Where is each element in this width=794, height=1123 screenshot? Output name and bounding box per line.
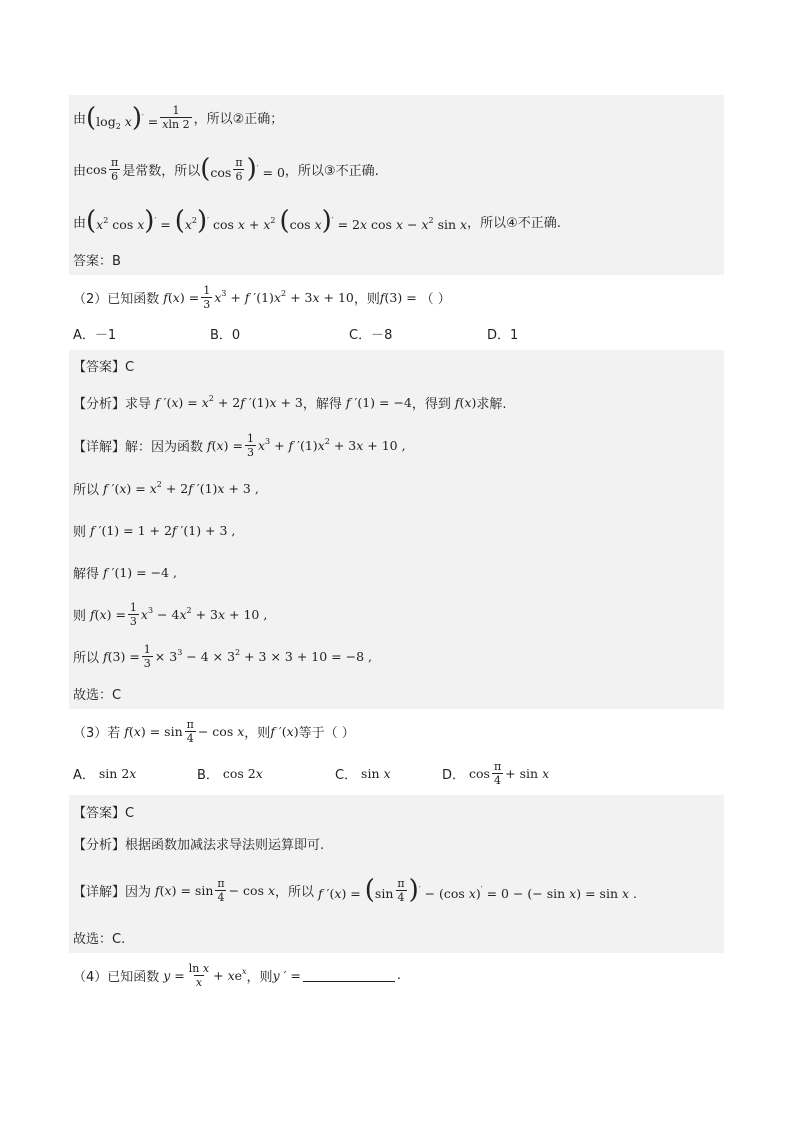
option-text: B．	[197, 767, 219, 783]
proof-answer	[69, 244, 724, 275]
q2-step-4	[69, 593, 724, 635]
proof-text-suffix: ，所以②正确；	[193, 112, 284, 127]
option-d[interactable]	[442, 758, 549, 788]
option-b[interactable]	[197, 758, 263, 788]
question-text: ，则	[353, 291, 380, 307]
math-expression: f ′(1) = −4 ,	[103, 564, 177, 580]
math-expression: f(3) =	[103, 648, 140, 664]
math-fraction: $\frac{\pi}{4}$	[217, 876, 225, 904]
step-text: 解得	[73, 566, 100, 582]
analysis-tag: 【分析】	[73, 396, 126, 412]
option-text: D．1	[487, 327, 519, 343]
math-fraction: $\frac{1}{xln 2}$	[162, 104, 190, 131]
answer-blank[interactable]	[303, 969, 395, 982]
math-fraction: $\frac{\pi}{4}$	[397, 876, 405, 904]
q2-step-5	[69, 635, 724, 677]
choice-text: 故选：C.	[73, 931, 126, 947]
math-fraction: $\frac{\pi}{4}$	[493, 759, 502, 787]
math-expression: + $xe^x$	[213, 967, 247, 983]
proof-line-cos-constant	[69, 140, 724, 198]
option-b[interactable]	[210, 322, 240, 344]
math-expression: ($\log_2$ x)′ =	[86, 102, 159, 133]
math-fraction: $\frac{1}{3}$	[129, 600, 137, 628]
proof-text-middle: 是常数，所以	[122, 163, 201, 179]
question-4	[69, 955, 724, 995]
math-expression: × $3^3 - 4 \times 3^2 + 3 \times 3 + 10 = -8$ ,	[154, 648, 373, 664]
question-3	[69, 713, 724, 749]
option-d[interactable]	[487, 322, 518, 344]
question-label: （3）若	[73, 725, 121, 741]
question-text: ，则	[246, 969, 273, 985]
math-expression: sin 2x	[94, 765, 137, 781]
analysis-text: ，解得	[302, 396, 342, 412]
option-text: C．	[335, 767, 358, 783]
analysis-text: 根据函数加减法求导法则运算即可.	[125, 837, 325, 853]
question-2	[69, 280, 724, 314]
math-expression: f(x) =	[163, 289, 200, 305]
proof-text-prefix: 由	[73, 163, 87, 179]
option-text: D．	[442, 767, 466, 783]
math-expression: f $'(x) = x^2 + 2f$ ′(1)x + 3	[155, 394, 303, 410]
math-expression: cos	[86, 161, 107, 177]
math-expression: f(x) =	[207, 437, 243, 453]
q2-step-2	[69, 509, 724, 551]
option-text: A．－1	[73, 327, 117, 343]
math-fraction: $\frac{1}{3}$	[143, 642, 151, 670]
q3-answer	[69, 795, 724, 827]
math-expression: $x^3 + f$ $'(1)x^2 + 3x + 10$ ,	[257, 437, 406, 453]
answer-text: 【答案】C	[73, 360, 135, 375]
math-fraction: $\frac{1}{3}$	[203, 283, 211, 311]
math-expression: f ′(x)	[270, 723, 299, 739]
math-expression: + sin x	[505, 765, 550, 781]
math-expression: f ′(1) = −4	[345, 394, 412, 410]
analysis-text: 求解.	[476, 396, 507, 412]
proof-text-suffix: ，所以④不正确.	[467, 215, 561, 231]
math-expression: )′ − (cos x)′ = 0 − (− sin x) = sin x .	[408, 875, 637, 905]
proof-line-log-derivative	[69, 95, 724, 140]
math-expression: y ′ =	[272, 967, 301, 983]
question-text: ，则	[244, 725, 271, 741]
question-end: .	[396, 967, 402, 983]
answer-text: 【答案】C	[73, 805, 135, 821]
math-expression: cos 2x	[218, 765, 263, 781]
math-fraction: $\frac{\text{ln x}}{x}$	[188, 961, 210, 989]
math-expression: ($x^2$ $\cos x)' = (x^2)'$ $\cos x + x^2$ (cos x)′ = 2x $\cos x - x^2$ sin x	[86, 206, 468, 236]
q3-choice	[69, 921, 724, 953]
math-expression: f $'(x) = x^2 + 2f$ ′(1)x + 3 ,	[103, 480, 259, 496]
analysis-text: 求导	[125, 396, 152, 412]
proof-line-product-rule	[69, 198, 724, 244]
option-a[interactable]	[73, 758, 136, 788]
q2-choice	[69, 677, 724, 709]
q3-detail	[69, 859, 724, 921]
q3-analysis	[69, 827, 724, 859]
answer-text: 答案：B	[73, 254, 121, 269]
proof-text-prefix: 由	[73, 215, 87, 231]
step-text: 所以	[73, 650, 100, 666]
proof-text-suffix: ，所以③不正确.	[284, 163, 379, 179]
option-text: C．－8	[349, 327, 393, 343]
detail-text: 因为	[125, 884, 152, 900]
math-fraction: $\frac{1}{3}$	[246, 431, 254, 459]
question-label: （2）已知函数	[73, 291, 160, 307]
detail-text: ，所以	[275, 884, 315, 900]
choice-text: 故选：C	[73, 687, 122, 703]
proof-text-prefix: 由	[73, 112, 87, 127]
analysis-tag: 【分析】	[73, 837, 126, 853]
step-text: 则	[73, 608, 87, 624]
math-expression: (cos	[200, 154, 232, 184]
math-expression: )′ = 0	[246, 154, 285, 184]
math-fraction: $\frac{\pi}{4}$	[186, 717, 194, 745]
math-expression: − cos x	[197, 723, 245, 739]
question-3-options	[69, 758, 724, 788]
math-expression: $x^3 + f$ $'(1)x^2 + 3x + 10$	[214, 289, 354, 305]
question-bracket: 等于（ ）	[298, 725, 355, 741]
question-2-options	[69, 322, 724, 344]
math-expression: − cos x	[228, 882, 276, 898]
analysis-text: ，得到	[411, 396, 451, 412]
math-expression: y =	[163, 967, 185, 983]
math-fraction: $\frac{\pi}{6}$	[110, 155, 119, 183]
math-expression: f(x) =	[90, 606, 126, 622]
math-fraction: $\frac{\pi}{6}$	[235, 155, 243, 183]
math-expression: $x^3 - 4x^2 + 3x + 10$ ,	[140, 606, 268, 622]
detail-tag: 【详解】	[73, 884, 126, 900]
detail-tag: 【详解】	[73, 439, 126, 455]
math-expression: f ′(x) = (sin	[318, 875, 394, 905]
option-c[interactable]	[335, 758, 391, 788]
option-text: B．0	[210, 327, 241, 343]
detail-text: 解：因为函数	[125, 439, 204, 455]
math-expression: f(x) = sin	[155, 882, 214, 898]
math-expression: f(x) = sin	[124, 723, 183, 739]
q2-detail	[69, 423, 724, 467]
step-text: 所以	[73, 482, 100, 498]
q2-analysis	[69, 381, 724, 423]
q2-answer	[69, 350, 724, 381]
math-expression: f(x)	[454, 394, 477, 410]
question-bracket: （ ）	[420, 291, 451, 307]
math-expression: f(3) =	[379, 289, 421, 305]
option-a[interactable]	[73, 322, 116, 344]
option-text: A．	[73, 767, 95, 783]
math-expression: cos	[465, 765, 490, 781]
question-label: （4）已知函数	[73, 969, 160, 985]
option-c[interactable]	[349, 322, 392, 344]
q2-step-3	[69, 551, 724, 593]
q2-step-1	[69, 467, 724, 509]
math-expression: f ′(1) = 1 + 2f ′(1) + 3 ,	[90, 522, 236, 538]
math-expression: sin x	[357, 765, 391, 781]
step-text: 则	[73, 524, 87, 540]
